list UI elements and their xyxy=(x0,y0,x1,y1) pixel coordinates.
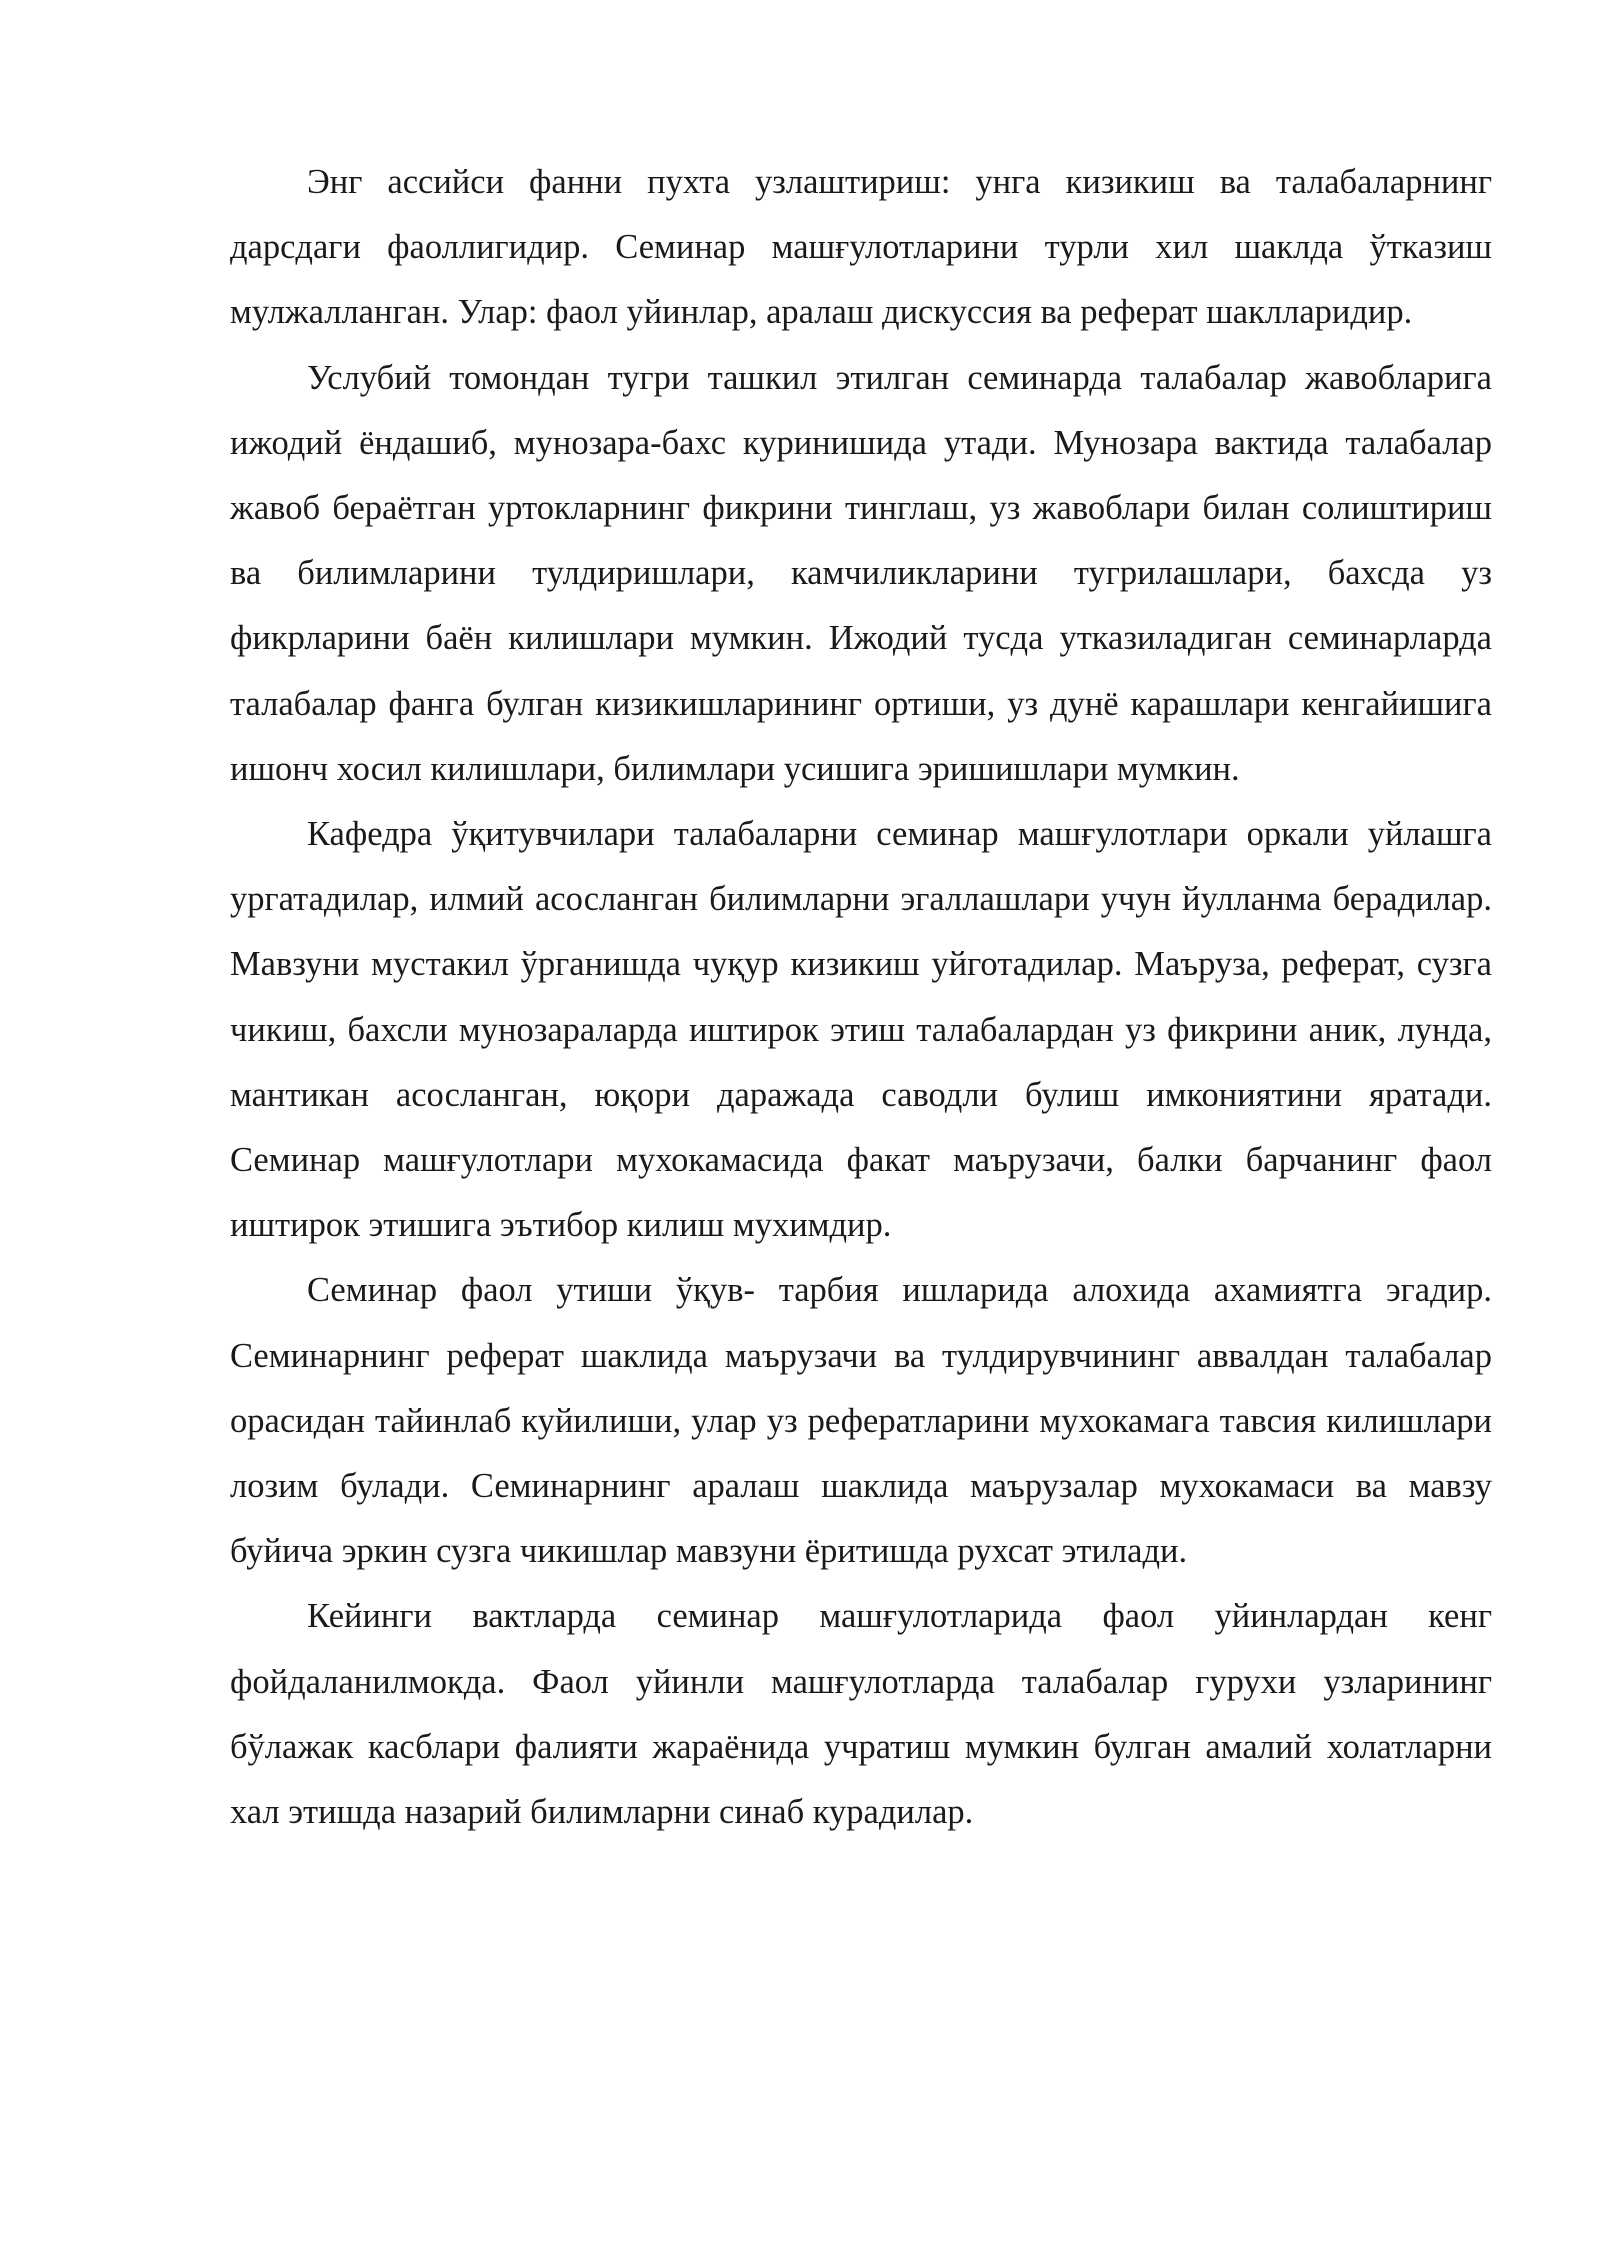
document-body xyxy=(230,150,1492,1845)
paragraph-3: Кафедра ўқитувчилари талабаларни семинар машғулотлари оркали уйлашга ургатадилар, илмий асосланган билимларни эгаллашлари учун йулланма берадилар. Мавзуни мустакил ўрганишда чуқур кизикиш уйготадилар. Маъруза, реферат, сузга чикиш, бахсли мунозараларда иштирок этиш талабалардан уз фикрини аник, лунда, мантикан асосланган, юқори даражада саводли булиш имкониятини яратади. Семинар машғулотлари мухокамасида факат маърузачи, балки барчанинг фаол иштирок этишига эътибор килиш мухимдир. xyxy=(230,815,1492,1245)
paragraph-2: Услубий томондан тугри ташкил этилган семинарда талабалар жавобларига ижодий ёндашиб, мунозара-бахс куринишида утади. Мунозара вактида талабалар жавоб бераётган уртокларнинг фикрини тинглаш, уз жавоблари билан солиштириш ва билимларини тулдиришлари, камчиликларини тугрилашлари, бахсда уз фикрларини баён килишлари мумкин. Ижодий тусда утказиладиган семинарларда талабалар фанга булган кизикишларининг ортиши, уз дунё карашлари кенгайишига ишонч хосил килишлари, билимлари усишига эришишлари мумкин. xyxy=(230,358,1492,788)
paragraph-5: Кейинги вактларда семинар машғулотларида фаол уйинлардан кенг фойдаланилмокда. Фаол уйинли машғулотларда талабалар гурухи узларининг бўлажак касблари фалияти жараёнида учратиш мумкин булган амалий холатларни хал этишда назарий билимларни синаб курадилар. xyxy=(230,1597,1492,1832)
paragraph-1: Энг ассийси фанни пухта узлаштириш: унга кизикиш ва талабаларнинг дарсдаги фаоллигидир. Семинар машғулотларини турли хил шаклда ўтказиш мулжалланган. Улар: фаол уйинлар, аралаш дискуссия ва реферат шаклларидир. xyxy=(230,163,1492,332)
paragraph-4: Семинар фаол утиши ўқув- тарбия ишларида алохида ахамиятга эгадир. Семинарнинг реферат шаклида маърузачи ва тулдирувчининг аввалдан талабалар орасидан тайинлаб куйилиши, улар уз рефератларини мухокамага тавсия килишлари лозим булади. Семинарнинг аралаш шаклида маърузалар мухокамаси ва мавзу буйича эркин сузга чикишлар мавзуни ёритишда рухсат этилади. xyxy=(230,1271,1492,1571)
